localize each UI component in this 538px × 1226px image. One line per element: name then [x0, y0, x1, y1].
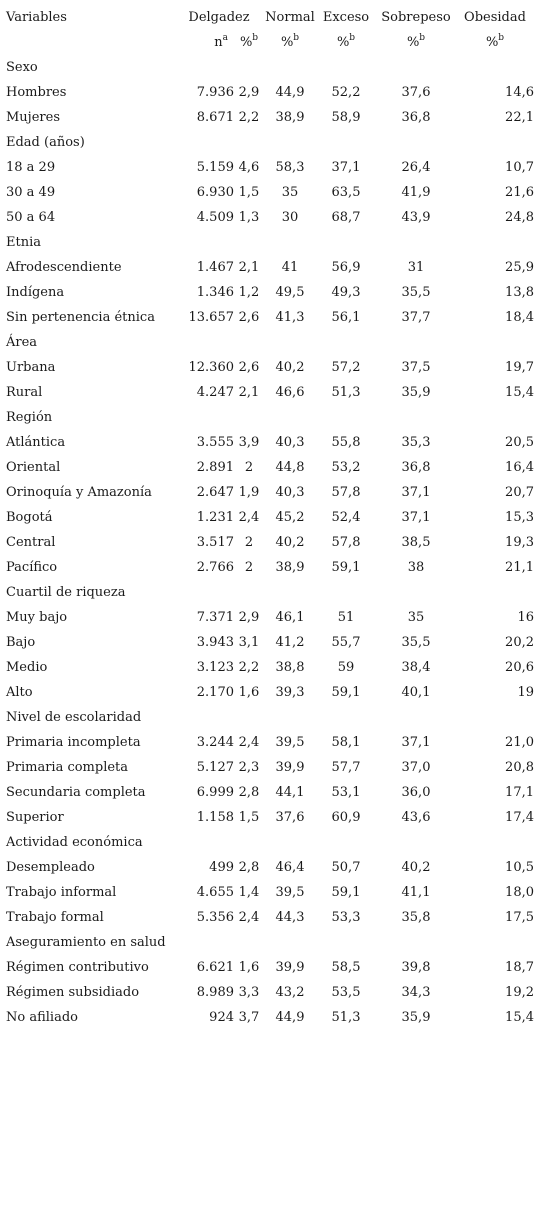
table-row [6, 205, 534, 230]
cell-sobrepeso: 43,6 [401, 810, 431, 825]
cell-sobrepeso: 36,0 [401, 785, 431, 800]
row-label: Trabajo informal [6, 885, 117, 900]
cell-sobrepeso: 37,0 [401, 760, 431, 775]
cell-obesidad: 18,0 [505, 885, 534, 900]
table-row [6, 780, 534, 805]
subheader-pct-sup: b [252, 33, 259, 43]
cell-delgadez: 2,2 [238, 660, 260, 675]
cell-n: 4.509 [196, 210, 234, 225]
cell-sobrepeso: 36,8 [401, 110, 431, 125]
cell-normal: 39,5 [275, 885, 305, 900]
cell-n: 1.231 [196, 510, 234, 525]
cell-obesidad: 16,4 [505, 460, 534, 475]
data-table [6, 5, 534, 1030]
cell-exceso: 60,9 [331, 810, 361, 825]
row-label: Mujeres [6, 110, 60, 125]
table-row [6, 630, 534, 655]
cell-n: 4.247 [196, 385, 234, 400]
cell-obesidad: 21,0 [505, 735, 534, 750]
cell-exceso: 59,1 [331, 685, 361, 700]
cell-normal: 38,8 [275, 660, 305, 675]
cell-normal: 39,3 [275, 685, 305, 700]
cell-obesidad: 15,3 [505, 510, 534, 525]
cell-n: 2.891 [196, 460, 234, 475]
cell-normal: 46,4 [275, 860, 305, 875]
header-exceso: Exceso [322, 10, 370, 25]
row-label: Orinoquía y Amazonía [6, 485, 152, 500]
cell-delgadez: 2,2 [238, 110, 260, 125]
group-header-row [6, 930, 534, 955]
group-label: Etnia [6, 235, 41, 250]
cell-normal: 40,2 [275, 535, 305, 550]
group-label: Actividad económica [6, 835, 143, 850]
cell-normal: 58,3 [275, 160, 305, 175]
cell-exceso: 51 [337, 610, 355, 625]
cell-delgadez: 2,9 [238, 610, 260, 625]
cell-delgadez: 4,6 [238, 160, 260, 175]
subheader-row [6, 30, 534, 55]
cell-obesidad: 19 [517, 685, 534, 700]
cell-n: 8.671 [196, 110, 234, 125]
cell-sobrepeso: 31 [407, 260, 425, 275]
table-row [6, 955, 534, 980]
table-row [6, 1005, 534, 1030]
cell-normal: 44,8 [275, 460, 305, 475]
cell-obesidad: 20,5 [505, 435, 534, 450]
cell-n: 3.943 [196, 635, 234, 650]
cell-exceso: 53,1 [331, 785, 361, 800]
cell-exceso: 52,2 [331, 85, 361, 100]
cell-obesidad: 21,6 [505, 185, 534, 200]
cell-n: 1.346 [196, 285, 234, 300]
cell-exceso: 68,7 [331, 210, 361, 225]
cell-delgadez: 2,4 [238, 510, 260, 525]
cell-n: 12.360 [188, 360, 234, 375]
cell-obesidad: 20,2 [505, 635, 534, 650]
cell-normal: 41,2 [275, 635, 305, 650]
cell-normal: 40,2 [275, 360, 305, 375]
group-header-row [6, 55, 534, 80]
subheader-pct-text: % [280, 35, 294, 50]
cell-delgadez: 2 [244, 460, 254, 475]
cell-exceso: 49,3 [331, 285, 361, 300]
cell-obesidad: 13,8 [505, 285, 534, 300]
group-label: Aseguramiento en salud [6, 935, 166, 950]
subheader-pct-text: % [406, 35, 420, 50]
cell-delgadez: 1,4 [238, 885, 260, 900]
group-header-row [6, 130, 534, 155]
cell-delgadez: 2,1 [238, 260, 260, 275]
table-row [6, 430, 534, 455]
cell-normal: 41 [281, 260, 299, 275]
cell-sobrepeso: 36,8 [401, 460, 431, 475]
group-label: Área [6, 335, 38, 350]
cell-sobrepeso: 37,1 [401, 485, 431, 500]
subheader-n-text: n [214, 35, 223, 50]
cell-n: 8.989 [196, 985, 234, 1000]
table-row [6, 855, 534, 880]
cell-delgadez: 2,1 [238, 385, 260, 400]
cell-obesidad: 19,3 [505, 535, 534, 550]
cell-sobrepeso: 37,5 [401, 360, 431, 375]
cell-obesidad: 16 [517, 610, 534, 625]
cell-n: 3.244 [196, 735, 234, 750]
cell-exceso: 57,8 [331, 485, 361, 500]
cell-obesidad: 17,1 [505, 785, 534, 800]
cell-normal: 38,9 [275, 110, 305, 125]
cell-sobrepeso: 35,9 [401, 385, 431, 400]
group-label: Cuartil de riqueza [6, 585, 126, 600]
cell-n: 13.657 [188, 310, 234, 325]
row-label: Régimen contributivo [6, 960, 149, 975]
cell-obesidad: 25,9 [505, 260, 534, 275]
cell-delgadez: 2,8 [238, 860, 260, 875]
row-label: Oriental [6, 460, 61, 475]
group-header-row [6, 830, 534, 855]
cell-obesidad: 18,4 [505, 310, 534, 325]
cell-normal: 45,2 [275, 510, 305, 525]
cell-delgadez: 1,2 [238, 285, 260, 300]
subheader-pct-sup: b [498, 33, 505, 43]
cell-normal: 39,9 [275, 760, 305, 775]
cell-sobrepeso: 40,2 [401, 860, 431, 875]
cell-exceso: 59,1 [331, 885, 361, 900]
group-label: Nivel de escolaridad [6, 710, 142, 725]
table-header [6, 5, 534, 55]
cell-obesidad: 21,1 [505, 560, 534, 575]
row-label: Sin pertenencia étnica [6, 310, 155, 325]
cell-n: 2.170 [196, 685, 234, 700]
group-header-row [6, 330, 534, 355]
cell-delgadez: 3,3 [238, 985, 260, 1000]
table-row [6, 305, 534, 330]
cell-exceso: 52,4 [331, 510, 361, 525]
row-label: Superior [6, 810, 64, 825]
cell-n: 3.123 [196, 660, 234, 675]
cell-exceso: 55,8 [331, 435, 361, 450]
cell-normal: 44,9 [275, 85, 305, 100]
cell-obesidad: 17,4 [505, 810, 534, 825]
table-row [6, 80, 534, 105]
cell-sobrepeso: 35 [407, 610, 425, 625]
cell-delgadez: 1,5 [238, 185, 260, 200]
cell-normal: 39,9 [275, 960, 305, 975]
cell-sobrepeso: 37,6 [401, 85, 431, 100]
subheader-pct-text: % [485, 35, 499, 50]
subheader-pct-sup: b [349, 33, 356, 43]
table-row [6, 655, 534, 680]
cell-n: 5.127 [196, 760, 234, 775]
cell-n: 1.158 [196, 810, 234, 825]
row-label: 30 a 49 [6, 185, 56, 200]
header-obesidad: Obesidad [464, 10, 526, 25]
cell-sobrepeso: 35,8 [401, 910, 431, 925]
cell-delgadez: 2,9 [238, 85, 260, 100]
table-row [6, 280, 534, 305]
cell-delgadez: 2,6 [238, 310, 260, 325]
row-label: Hombres [6, 85, 67, 100]
cell-delgadez: 1,3 [238, 210, 260, 225]
cell-n: 924 [209, 1010, 234, 1025]
cell-obesidad: 10,5 [505, 860, 534, 875]
group-label: Edad (años) [6, 135, 85, 150]
subheader-n [174, 30, 234, 55]
header-normal: Normal [265, 10, 315, 25]
group-header-row [6, 405, 534, 430]
table-row [6, 980, 534, 1005]
table-row [6, 880, 534, 905]
cell-exceso: 59,1 [331, 560, 361, 575]
row-label: No afiliado [6, 1010, 78, 1025]
row-label: Medio [6, 660, 48, 675]
table-row [6, 905, 534, 930]
row-label: Afrodescendiente [6, 260, 122, 275]
cell-normal: 44,9 [275, 1010, 305, 1025]
cell-sobrepeso: 37,1 [401, 510, 431, 525]
cell-exceso: 37,1 [331, 160, 361, 175]
cell-normal: 44,1 [275, 785, 305, 800]
cell-normal: 46,6 [275, 385, 305, 400]
group-label: Región [6, 410, 53, 425]
cell-n: 499 [209, 860, 234, 875]
subheader-pct-delgadez [234, 30, 264, 55]
table-row [6, 555, 534, 580]
cell-delgadez: 2,8 [238, 785, 260, 800]
cell-exceso: 53,2 [331, 460, 361, 475]
row-label: Bogotá [6, 510, 53, 525]
cell-n: 5.356 [196, 910, 234, 925]
cell-sobrepeso: 35,9 [401, 1010, 431, 1025]
row-label: 50 a 64 [6, 210, 56, 225]
cell-normal: 49,5 [275, 285, 305, 300]
cell-normal: 38,9 [275, 560, 305, 575]
row-label: 18 a 29 [6, 160, 56, 175]
subheader-pct-normal [264, 30, 316, 55]
cell-normal: 44,3 [275, 910, 305, 925]
cell-sobrepeso: 41,9 [401, 185, 431, 200]
header-variables: Variables [6, 10, 67, 25]
cell-obesidad: 20,7 [505, 485, 534, 500]
subheader-pct-text: % [336, 35, 350, 50]
table-row [6, 605, 534, 630]
row-label: Bajo [6, 635, 36, 650]
table-body [6, 55, 534, 1030]
subheader-pct-text: % [239, 35, 253, 50]
table-row [6, 380, 534, 405]
table-row [6, 355, 534, 380]
cell-delgadez: 3,7 [238, 1010, 260, 1025]
cell-sobrepeso: 43,9 [401, 210, 431, 225]
row-label: Muy bajo [6, 610, 68, 625]
row-label: Atlántica [6, 435, 66, 450]
cell-exceso: 51,3 [331, 385, 361, 400]
cell-delgadez: 2,3 [238, 760, 260, 775]
cell-n: 6.930 [196, 185, 234, 200]
cell-delgadez: 2,4 [238, 910, 260, 925]
group-header-row [6, 580, 534, 605]
cell-normal: 39,5 [275, 735, 305, 750]
cell-delgadez: 2,6 [238, 360, 260, 375]
cell-delgadez: 1,6 [238, 960, 260, 975]
cell-normal: 41,3 [275, 310, 305, 325]
table-row [6, 805, 534, 830]
table-row [6, 455, 534, 480]
table-row [6, 480, 534, 505]
cell-obesidad: 14,6 [505, 85, 534, 100]
cell-n: 5.159 [196, 160, 234, 175]
table-row [6, 505, 534, 530]
cell-sobrepeso: 37,7 [401, 310, 431, 325]
cell-n: 4.655 [196, 885, 234, 900]
cell-sobrepeso: 39,8 [401, 960, 431, 975]
cell-exceso: 58,5 [331, 960, 361, 975]
cell-exceso: 51,3 [331, 1010, 361, 1025]
cell-delgadez: 2 [244, 535, 254, 550]
cell-obesidad: 24,8 [505, 210, 534, 225]
cell-obesidad: 10,7 [505, 160, 534, 175]
cell-exceso: 57,8 [331, 535, 361, 550]
table-row [6, 680, 534, 705]
group-header-row [6, 230, 534, 255]
table-row [6, 180, 534, 205]
cell-sobrepeso: 37,1 [401, 735, 431, 750]
cell-n: 7.371 [196, 610, 234, 625]
row-label: Primaria incompleta [6, 735, 141, 750]
row-label: Desempleado [6, 860, 95, 875]
cell-obesidad: 20,8 [505, 760, 534, 775]
cell-delgadez: 3,1 [238, 635, 260, 650]
cell-normal: 37,6 [275, 810, 305, 825]
cell-sobrepeso: 35,5 [401, 635, 431, 650]
table-row [6, 755, 534, 780]
cell-normal: 35 [281, 185, 299, 200]
table-row [6, 255, 534, 280]
cell-n: 7.936 [196, 85, 234, 100]
cell-exceso: 56,9 [331, 260, 361, 275]
cell-sobrepeso: 26,4 [401, 160, 431, 175]
cell-exceso: 63,5 [331, 185, 361, 200]
cell-n: 3.517 [196, 535, 234, 550]
cell-n: 6.999 [196, 785, 234, 800]
cell-exceso: 50,7 [331, 860, 361, 875]
cell-obesidad: 17,5 [505, 910, 534, 925]
cell-exceso: 58,9 [331, 110, 361, 125]
cell-n: 1.467 [196, 260, 234, 275]
cell-n: 3.555 [196, 435, 234, 450]
cell-delgadez: 1,6 [238, 685, 260, 700]
row-label: Secundaria completa [6, 785, 146, 800]
row-label: Trabajo formal [6, 910, 104, 925]
cell-exceso: 53,5 [331, 985, 361, 1000]
cell-normal: 40,3 [275, 485, 305, 500]
cell-obesidad: 15,4 [505, 1010, 534, 1025]
cell-normal: 43,2 [275, 985, 305, 1000]
cell-obesidad: 18,7 [505, 960, 534, 975]
cell-exceso: 57,7 [331, 760, 361, 775]
group-label: Sexo [6, 60, 38, 75]
cell-n: 6.621 [196, 960, 234, 975]
cell-exceso: 59 [337, 660, 355, 675]
row-label: Régimen subsidiado [6, 985, 140, 1000]
subheader-pct-exceso [316, 30, 376, 55]
cell-exceso: 55,7 [331, 635, 361, 650]
cell-sobrepeso: 38 [407, 560, 425, 575]
row-label: Indígena [6, 285, 65, 300]
cell-delgadez: 3,9 [238, 435, 260, 450]
cell-sobrepeso: 38,4 [401, 660, 431, 675]
table-row [6, 730, 534, 755]
header-sobrepeso: Sobrepeso [381, 10, 451, 25]
subheader-pct-sobrepeso [376, 30, 456, 55]
cell-sobrepeso: 38,5 [401, 535, 431, 550]
cell-sobrepeso: 35,3 [401, 435, 431, 450]
group-header-row [6, 705, 534, 730]
cell-obesidad: 19,7 [505, 360, 534, 375]
subheader-pct-obesidad [456, 30, 534, 55]
row-label: Alto [6, 685, 33, 700]
cell-sobrepeso: 34,3 [401, 985, 431, 1000]
cell-exceso: 53,3 [331, 910, 361, 925]
cell-delgadez: 2,4 [238, 735, 260, 750]
row-label: Pacífico [6, 560, 58, 575]
row-label: Urbana [6, 360, 56, 375]
cell-sobrepeso: 40,1 [401, 685, 431, 700]
subheader-pct-sup: b [293, 33, 300, 43]
cell-normal: 40,3 [275, 435, 305, 450]
table-row [6, 105, 534, 130]
table-row [6, 530, 534, 555]
cell-n: 2.766 [196, 560, 234, 575]
row-label: Central [6, 535, 56, 550]
cell-n: 2.647 [196, 485, 234, 500]
cell-exceso: 58,1 [331, 735, 361, 750]
cell-delgadez: 1,5 [238, 810, 260, 825]
subheader-blank [6, 30, 174, 55]
subheader-n-sup: a [222, 33, 228, 43]
cell-delgadez: 1,9 [238, 485, 260, 500]
cell-normal: 30 [281, 210, 299, 225]
row-label: Primaria completa [6, 760, 129, 775]
cell-normal: 46,1 [275, 610, 305, 625]
cell-exceso: 57,2 [331, 360, 361, 375]
cell-obesidad: 15,4 [505, 385, 534, 400]
cell-sobrepeso: 35,5 [401, 285, 431, 300]
header-delgadez: Delgadez [188, 10, 250, 25]
row-label: Rural [6, 385, 43, 400]
cell-obesidad: 22,1 [505, 110, 534, 125]
cell-obesidad: 19,2 [505, 985, 534, 1000]
cell-exceso: 56,1 [331, 310, 361, 325]
cell-sobrepeso: 41,1 [401, 885, 431, 900]
table-row [6, 155, 534, 180]
cell-obesidad: 20,6 [505, 660, 534, 675]
cell-delgadez: 2 [244, 560, 254, 575]
header-row [6, 5, 534, 30]
subheader-pct-sup: b [419, 33, 426, 43]
